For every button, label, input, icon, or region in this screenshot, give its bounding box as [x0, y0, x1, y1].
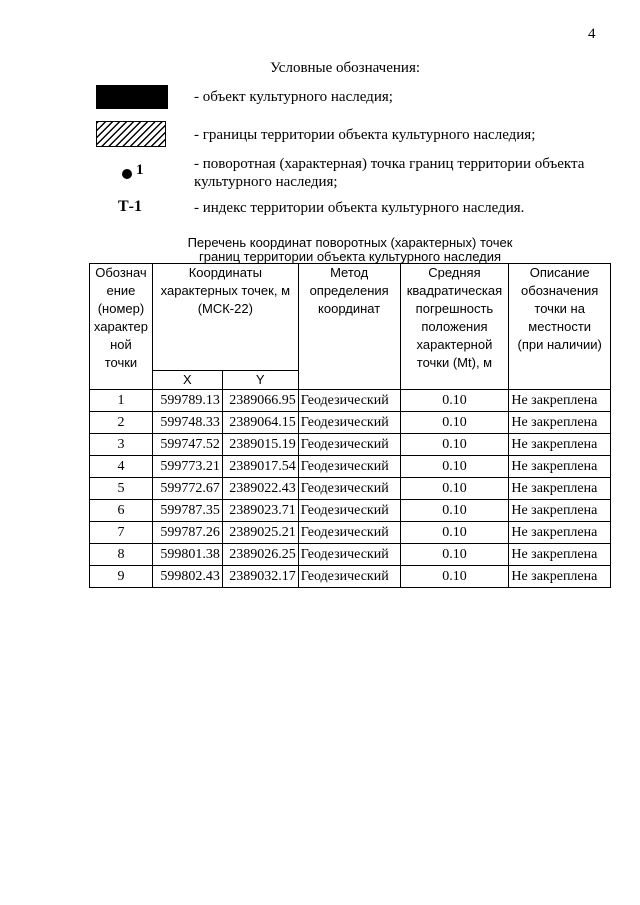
- table-row: [90, 390, 611, 412]
- cell-y: 2389066.95: [222, 390, 298, 412]
- territory-boundary-hatch-swatch: [96, 121, 166, 147]
- cell-mt: 0.10: [400, 434, 509, 456]
- cell-x: 599789.13: [152, 390, 222, 412]
- cell-y: 2389017.54: [222, 456, 298, 478]
- cell-method: Геодезический: [298, 544, 400, 566]
- header-y: Y: [222, 371, 298, 390]
- table-row: [90, 522, 611, 544]
- cell-mt: 0.10: [400, 566, 509, 588]
- header-coordinates: Координаты характерных точек, м (МСК-22): [152, 264, 298, 371]
- table-caption-line-2: границ территории объекта культурного наследия: [198, 249, 502, 264]
- table-row: [90, 566, 611, 588]
- cell-desc: Не закреплена: [509, 544, 611, 566]
- cell-desc: Не закреплена: [509, 412, 611, 434]
- cell-method: Геодезический: [298, 412, 400, 434]
- header-x: X: [152, 371, 222, 390]
- legend-text-object: - объект культурного наследия;: [194, 89, 393, 105]
- cell-y: 2389064.15: [222, 412, 298, 434]
- page-number: 4: [588, 26, 596, 42]
- cell-desc: Не закреплена: [509, 500, 611, 522]
- table-row: [90, 412, 611, 434]
- cell-x: 599773.21: [152, 456, 222, 478]
- cell-x: 599802.43: [152, 566, 222, 588]
- cell-num: 6: [90, 500, 153, 522]
- cell-method: Геодезический: [298, 500, 400, 522]
- cell-mt: 0.10: [400, 522, 509, 544]
- table-caption-line-1: Перечень координат поворотных (характерных) точек: [187, 235, 513, 250]
- cell-x: 599801.38: [152, 544, 222, 566]
- cell-y: 2389022.43: [222, 478, 298, 500]
- cell-num: 2: [90, 412, 153, 434]
- cell-method: Геодезический: [298, 566, 400, 588]
- legend-text-index: - индекс территории объекта культурного наследия.: [194, 200, 525, 216]
- table-row: [90, 544, 611, 566]
- cell-num: 4: [90, 456, 153, 478]
- cell-y: 2389026.25: [222, 544, 298, 566]
- cell-desc: Не закреплена: [509, 456, 611, 478]
- cell-num: 1: [90, 390, 153, 412]
- cell-y: 2389032.17: [222, 566, 298, 588]
- coordinates-table: [89, 263, 611, 588]
- cell-desc: Не закреплена: [509, 522, 611, 544]
- cell-num: 8: [90, 544, 153, 566]
- legend-text-boundary: - границы территории объекта культурного наследия;: [194, 127, 536, 143]
- table-row: [90, 456, 611, 478]
- table-row: [90, 434, 611, 456]
- cell-desc: Не закреплена: [509, 566, 611, 588]
- cell-num: 5: [90, 478, 153, 500]
- cell-method: Геодезический: [298, 434, 400, 456]
- cell-x: 599787.26: [152, 522, 222, 544]
- cell-x: 599748.33: [152, 412, 222, 434]
- cell-method: Геодезический: [298, 456, 400, 478]
- legend-heading: Условные обозначения:: [269, 60, 421, 76]
- legend-text-point: - поворотная (характерная) точка границ территории объекта культурного наследия;: [194, 156, 585, 190]
- header-method: Метод определения координат: [298, 264, 400, 390]
- cell-desc: Не закреплена: [509, 434, 611, 456]
- cell-method: Геодезический: [298, 390, 400, 412]
- cell-y: 2389015.19: [222, 434, 298, 456]
- header-accuracy: Средняя квадратическая погрешность положения характерной точки (Mt), м: [400, 264, 509, 390]
- cell-desc: Не закреплена: [509, 390, 611, 412]
- cell-desc: Не закреплена: [509, 478, 611, 500]
- cell-mt: 0.10: [400, 412, 509, 434]
- cell-method: Геодезический: [298, 522, 400, 544]
- cell-x: 599772.67: [152, 478, 222, 500]
- cultural-heritage-object-swatch: [96, 85, 168, 109]
- cell-method: Геодезический: [298, 478, 400, 500]
- cell-x: 599747.52: [152, 434, 222, 456]
- cell-num: 9: [90, 566, 153, 588]
- turning-point-sample: [122, 162, 144, 179]
- point-sample-label: 1: [136, 162, 144, 178]
- territory-index-sample: Т-1: [118, 198, 142, 215]
- table-row: [90, 500, 611, 522]
- point-dot-icon: [122, 169, 132, 179]
- header-designation: Обознач ение (номер) характер ной точки: [90, 264, 153, 390]
- cell-mt: 0.10: [400, 544, 509, 566]
- cell-y: 2389025.21: [222, 522, 298, 544]
- cell-mt: 0.10: [400, 478, 509, 500]
- header-description: Описание обозначения точки на местности (при наличии): [509, 264, 611, 390]
- table-caption: [90, 236, 610, 264]
- cell-mt: 0.10: [400, 390, 509, 412]
- cell-x: 599787.35: [152, 500, 222, 522]
- cell-mt: 0.10: [400, 500, 509, 522]
- table-row: [90, 478, 611, 500]
- cell-num: 3: [90, 434, 153, 456]
- cell-y: 2389023.71: [222, 500, 298, 522]
- cell-num: 7: [90, 522, 153, 544]
- cell-mt: 0.10: [400, 456, 509, 478]
